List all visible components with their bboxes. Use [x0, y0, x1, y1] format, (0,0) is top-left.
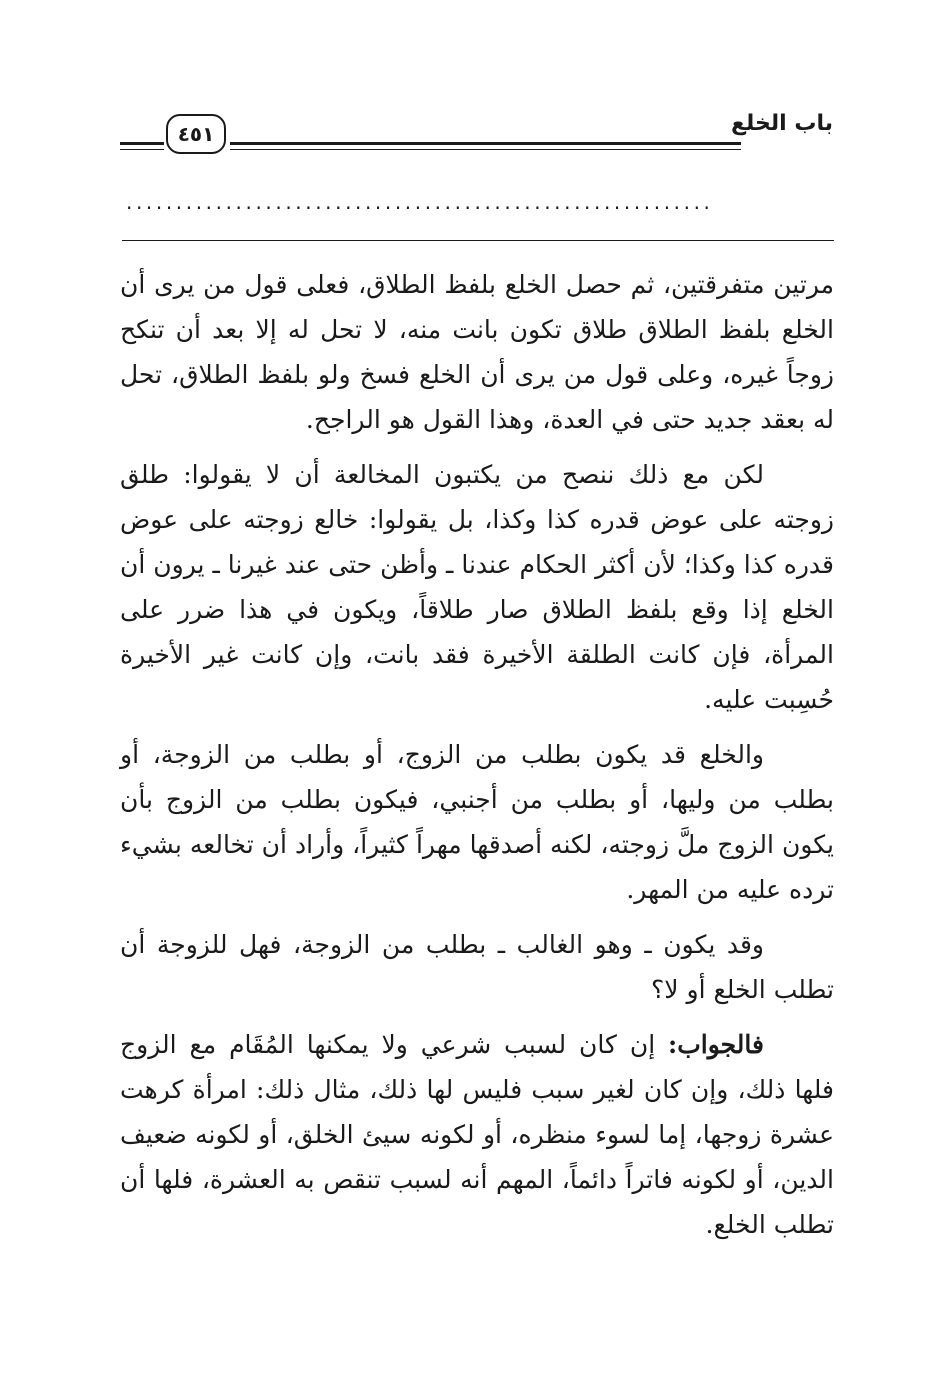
paragraph: وقد يكون ـ وهو الغالب ـ بطلب من الزوجة، فهل للزوجة أن تطلب الخلع أو لا؟: [120, 930, 834, 1004]
paragraph-text: إن كان لسبب شرعي ولا يمكنها المُقَام مع الزوج فلها ذلك، وإن كان لغير سبب فليس لها ذلك، مثال ذلك: امرأة كرهت عشرة زوجها، إما لسوء منظره، أو لكونه سيئ الخلق، أو لكونه ضعيف الدين، أو لكونه فاتراً دائماً، المهم أنه لسبب تنقص به العشرة، فلها أن تطلب الخلع.: [120, 1030, 834, 1239]
separator-rule: [122, 240, 834, 241]
paragraph: [120, 1022, 834, 1247]
answer-lead: فالجواب:: [668, 1030, 764, 1059]
paragraph: مرتين متفرقتين، ثم حصل الخلع بلفظ الطلاق، فعلى قول من يرى أن الخلع بلفظ الطلاق طلاق تكون بانت منه، لا تحل له إلا بعد أن تنكح زوجاً غيره، وعلى قول من يرى أن الخلع فسخ ولو بلفظ الطلاق، تحل له بعقد جديد حتى في العدة، وهذا القول هو الراجح.: [120, 270, 834, 434]
page-header: [120, 108, 833, 158]
header-rule-right: [230, 142, 741, 150]
page-number: ٤٥١: [166, 114, 226, 154]
header-rule-left: [120, 142, 164, 150]
chapter-title: باب الخلع: [731, 111, 833, 136]
dotted-line: ...........................................................: [126, 190, 714, 214]
paragraph: لكن مع ذلك ننصح من يكتبون المخالعة أن لا يقولوا: طلق زوجته على عوض قدره كذا وكذا، بل يقولوا: خالع زوجته على عوض قدره كذا وكذا؛ لأن أكثر الحكام عندنا ـ وأظن حتى عند غيرنا ـ يرون أن الخلع إذا وقع بلفظ الطلاق صار طلاقاً، ويكون في هذا ضرر على المرأة، فإن كانت الطلقة الأخيرة فقد بانت، وإن كانت غير الأخيرة حُسِبت عليه.: [120, 460, 834, 714]
body-text: [120, 262, 834, 1257]
paragraph: والخلع قد يكون بطلب من الزوج، أو بطلب من الزوجة، أو بطلب من وليها، أو بطلب من أجنبي، فيكون بطلب من الزوج بأن يكون الزوج ملَّ زوجته، لكنه أصدقها مهراً كثيراً، وأراد أن تخالعه بشيء ترده عليه من المهر.: [120, 740, 834, 904]
